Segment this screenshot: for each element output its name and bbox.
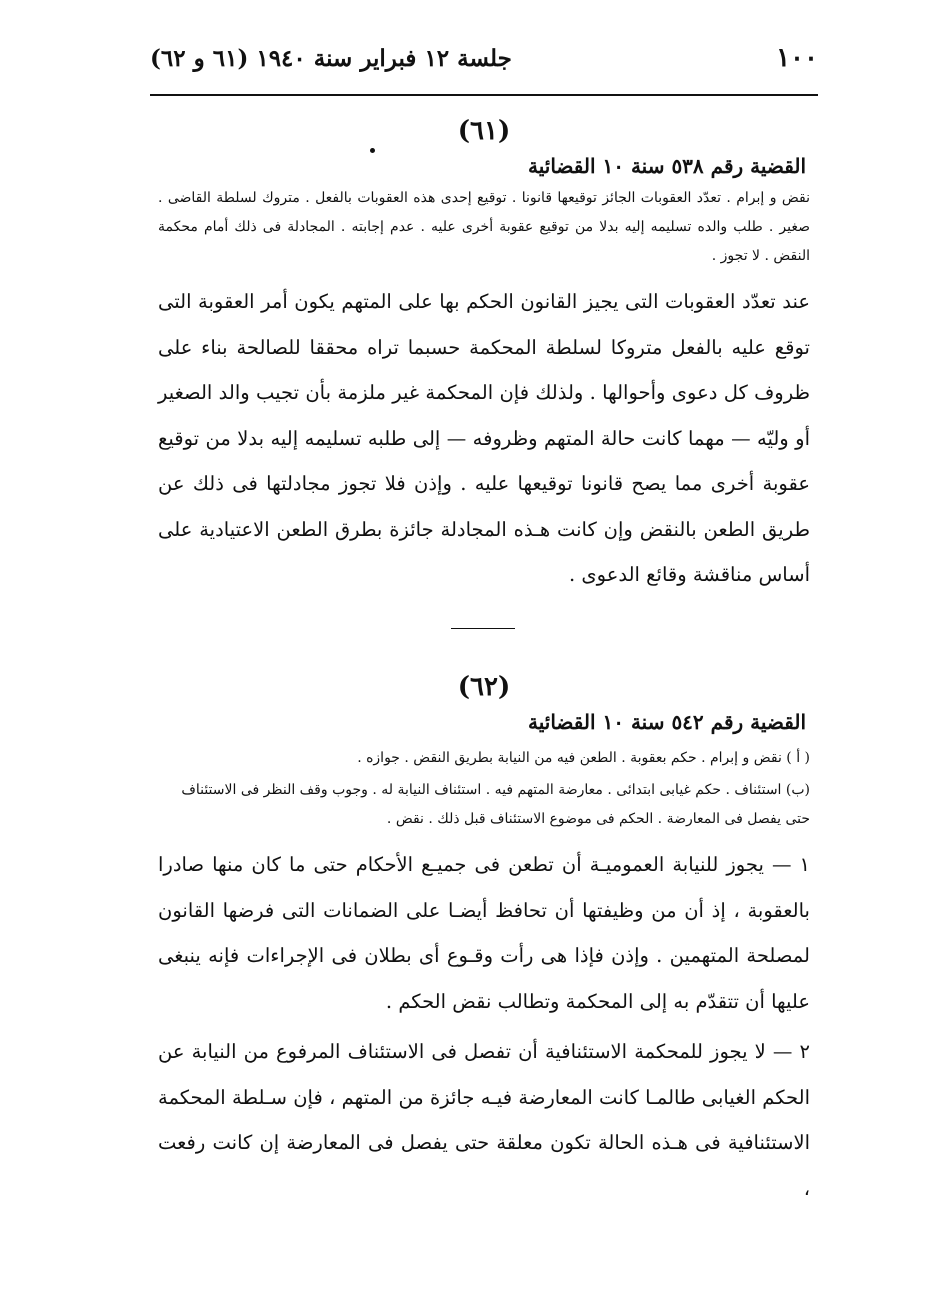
headnote-item: (ب) استئناف . حكم غيابى ابتدائى . معارضة المتهم فيه . استئناف النيابة له . وجوب وقف النظر فى الاستئناف حتى يفصل فى المعارضة . الحكم فى موضوع الاستئناف قبل ذلك . نقض .	[181, 782, 810, 827]
case-61	[158, 116, 810, 598]
page-header	[150, 38, 818, 78]
case-number: (٦١)	[457, 116, 511, 146]
case-body	[158, 279, 810, 598]
body-paragraph: ١ — يجوز للنيابة العموميـة أن تطعن فى جميـع الأحكام حتى ما كان منها صادرا بالعقوبة ، إذ أن من وظيفتها أن تحافظ أيضـا على الضمانات التى فرضها القانون لمصلحة المتهمين . وإذن فإذا هى رأت وقـوع أى بطلان فى الإجراءات فإنه ينبغى عليها أن تتقدّم به إلى المحكمة وتطالب نقض الحكم .	[158, 853, 810, 1013]
header-rule	[150, 94, 818, 96]
page-number: ١٠٠	[776, 43, 818, 73]
headnote-item: ( أ ) نقض و إبرام . حكم بعقوبة . الطعن فيه من النيابة بطريق النقض . جوازه .	[357, 750, 810, 766]
case-headnote: نقض و إبرام . تعدّد العقوبات الجائز توقيعها قانونا . توقيع إحدى هذه العقوبات بالفعل . متروك لسلطة القاضى . صغير . طلب والده تسليمه إليه بدلا من توقيع عقوبة أخرى عليه . عدم إجابته . المجادلة فى ذلك أمام محكمة النقض . لا تجوز .	[158, 190, 810, 264]
case-62	[158, 672, 810, 1211]
case-reference: القضية رقم ٥٣٨ سنة ١٠ القضائية	[528, 154, 806, 178]
case-body	[158, 842, 810, 1211]
case-number: (٦٢)	[457, 672, 511, 702]
body-paragraph: ٢ — لا يجوز للمحكمة الاستئنافية أن تفصل فى الاستئناف المرفوع من النيابة عن الحكم الغيابى طالمـا كانت المعارضة فيـه جائزة من المتهم ، فإن سـلطة المحكمة الاستئنافية فى هـذه الحالة تكون معلقة حتى يفصل فى المعارضة إن كانت رفعت ،	[158, 1040, 810, 1200]
running-title: جلسة ١٢ فبراير سنة ١٩٤٠ (٦١ و ٦٢)	[150, 44, 512, 72]
section-divider	[451, 628, 515, 629]
body-paragraph: عند تعدّد العقوبات التى يجيز القانون الحكم بها على المتهم يكون أمر العقوبة التى توقع عليه بالفعل متروكا لسلطة المحكمة حسبما تراه محققا للصالحة بناء على ظروف كل دعوى وأحوالها . ولذلك فإن المحكمة غير ملزمة بأن تجيب والد الصغير أو وليّه — مهما كانت حالة المتهم وظروفه — إلى طلبه تسليمه إليه بدلا من توقيع عقوبة أخرى مما يصح قانونا توقيعها عليه . وإذن فلا تجوز مجادلتها فى ذلك عن طريق الطعن بالنقض وإن كانت هـذه المجادلة جائزة بطرق الطعن الاعتيادية على أساس مناقشة وقائع الدعوى .	[158, 290, 810, 586]
case-reference: القضية رقم ٥٤٢ سنة ١٠ القضائية	[528, 710, 806, 734]
